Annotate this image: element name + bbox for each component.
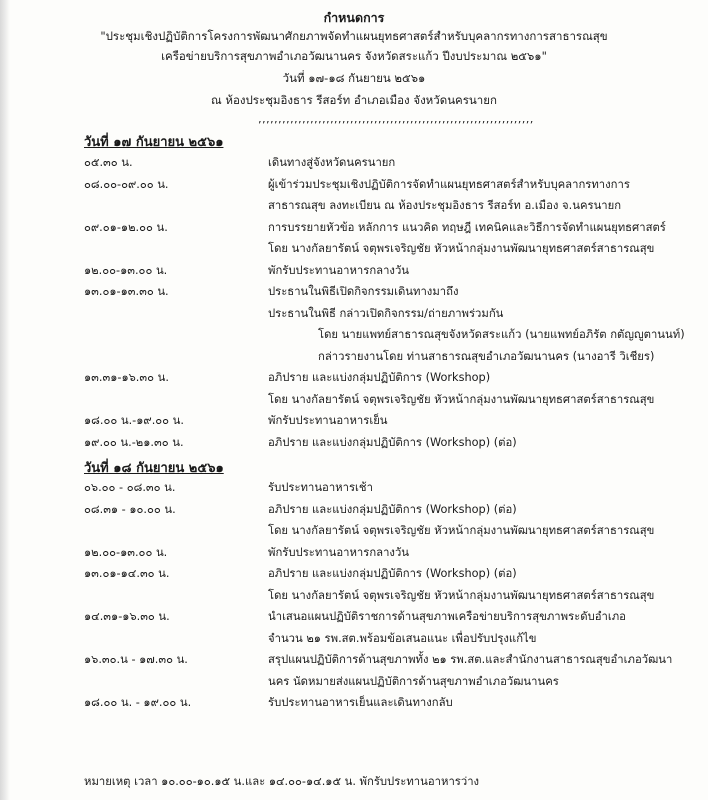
schedule-description: สาธารณสุข ลงทะเบียน ณ ห้องประชุมอิงธาร รีสอร์ท อ.เมือง จ.นครนายก	[268, 199, 622, 212]
schedule-time: ๑๙.๐๐ น.-๒๑.๓๐ น.	[84, 435, 184, 449]
schedule-description: พักรับประทานอาหารกลางวัน	[268, 263, 410, 277]
schedule-description: พักรับประทานอาหารกลางวัน	[268, 545, 410, 559]
schedule-description: โดย นางกัลยารัตน์ จตุพรเจริญชัย หัวหน้ากลุ่มงานพัฒนายุทธศาสตร์สาธารณสุข	[268, 392, 655, 406]
schedule-description: กล่าวรายงานโดย ท่านสาธารณสุขอำเภอวัฒนานคร (นางอารี วิเชียร)	[318, 349, 655, 363]
schedule-time: ๐๖.๐๐ - ๐๘.๓๐ น.	[84, 481, 176, 494]
schedule-description: จำนวน ๒๑ รพ.สต.พร้อมข้อเสนอแนะ เพื่อปรับปรุงแก้ไข	[268, 631, 537, 645]
schedule-description: อภิปราย และแบ่งกลุ่มปฏิบัติการ (Workshop) (ต่อ)	[268, 502, 517, 516]
schedule-description: นคร นัดหมายส่งแผนปฏิบัติการด้านสุขภาพอำเภอวัฒนานคร	[268, 674, 559, 688]
schedule-description: โดย นายแพทย์สาธารณสุขจังหวัดสระแก้ว (นายแพทย์อภิรัต กตัญญูตานนท์)	[318, 328, 685, 341]
schedule-description: อภิปราย และแบ่งกลุ่มปฏิบัติการ (Workshop) (ต่อ)	[268, 435, 517, 449]
schedule-time: ๐๘.๐๐-๐๙.๐๐ น.	[84, 177, 169, 191]
schedule-time: ๑๓.๓๑-๑๖.๓๐ น.	[84, 371, 169, 384]
schedule-description: สรุปแผนปฏิบัติการด้านสุขภาพทั้ง ๒๑ รพ.สต.และสำนักงานสาธารณสุขอำเภอวัฒนา	[268, 653, 673, 666]
schedule-description: โดย นางกัลยารัตน์ จตุพรเจริญชัย หัวหน้ากลุ่มงานพัฒนายุทธศาสตร์สาธารณสุข	[268, 524, 655, 537]
schedule-description: อภิปราย และแบ่งกลุ่มปฏิบัติการ (Workshop) (ต่อ)	[268, 567, 517, 580]
schedule-time: ๑๒.๐๐-๑๓.๐๐ น.	[84, 545, 168, 559]
schedule-time: ๑๖.๓๐.น - ๑๗.๓๐ น.	[84, 653, 188, 666]
project-title-line-1: "ประชุมเชิงปฏิบัติการโครงการพัฒนาศักยภาพจัดทำแผนยุทธศาสตร์สำหรับบุคลากรทางการสาธารณสุข	[100, 29, 608, 43]
day2-heading: วันที่ ๑๘ กันยายน ๒๕๖๑	[84, 461, 224, 476]
schedule-time: ๑๓.๐๑-๑๔.๓๐ น.	[84, 567, 170, 580]
schedule-description: นำเสนอแผนปฏิบัติราชการด้านสุขภาพเครือข่ายบริการสุขภาพระดับอำเภอ	[268, 610, 626, 623]
day1-heading: วันที่ ๑๗ กันยายน ๒๕๖๑	[84, 135, 224, 150]
schedule-description: โดย นางกัลยารัตน์ จตุพรเจริญชัย หัวหน้ากลุ่มงานพัฒนายุทธศาสตร์สาธารณสุข	[268, 588, 655, 602]
date-line: วันที่ ๑๗-๑๘ กันยายน ๒๕๖๑	[282, 71, 426, 85]
separator-dots: ’’’’’’’’’’’’’’’’’’’’’’’’’’’’’’’’’’’’’’’’’’’’’’’’’’’’’’’’’’’’’’’’’’’’’	[258, 119, 534, 132]
schedule-description: โดย นางกัลยารัตน์ จตุพรเจริญชัย หัวหน้ากลุ่มงานพัฒนายุทธศาสตร์สาธารณสุข	[268, 242, 655, 255]
schedule-time: ๐๘.๓๑ - ๑๐.๐๐ น.	[84, 502, 176, 516]
schedule-description: ประธานในพิธี กล่าวเปิดกิจกรรม/ถ่ายภาพร่วมกัน	[268, 306, 504, 320]
schedule-time: ๐๙.๐๑-๑๒.๐๐ น.	[84, 220, 168, 234]
remark-note: หมายเหตุ เวลา ๑๐.๐๐-๑๐.๑๕ น.และ ๑๔.๐๐-๑๔.๑๕ น. พักรับประทานอาหารว่าง	[84, 775, 480, 788]
document-title: กำหนดการ	[323, 10, 385, 25]
venue-line: ณ ห้องประชุมอิงธาร รีสอร์ท อำเภอเมือง จังหวัดนครนายก	[211, 93, 497, 107]
schedule-time: ๑๓.๐๑-๑๓.๓๐ น.	[84, 285, 169, 298]
schedule-description: ผู้เข้าร่วมประชุมเชิงปฏิบัติการจัดทำแผนยุทธศาสตร์สำหรับบุคลากรทางการ	[268, 177, 630, 191]
schedule-description: เดินทางสู่จังหวัดนครนายก	[268, 156, 396, 169]
schedule-description: การบรรยายหัวข้อ หลักการ แนวคิด ทฤษฎี เทคนิคและวิธีการจัดทำแผนยุทธศาสตร์	[268, 220, 666, 234]
schedule-time: ๑๔.๓๑-๑๖.๓๐ น.	[84, 610, 170, 623]
schedule-description: พักรับประทานอาหารเย็น	[268, 414, 388, 427]
schedule-time: ๐๕.๓๐ น.	[84, 156, 133, 169]
schedule-time: ๑๘.๐๐ น.-๑๙.๐๐ น.	[84, 414, 184, 427]
schedule-time: ๑๘.๐๐ น. - ๑๙.๐๐ น.	[84, 696, 192, 709]
schedule-time: ๑๒.๐๐-๑๓.๐๐ น.	[84, 263, 168, 277]
project-title-line-2: เครือข่ายบริการสุขภาพอำเภอวัฒนานคร จังหวัดสระแก้ว ปีงบประมาณ ๒๕๖๑"	[161, 49, 547, 63]
schedule-description: รับประทานอาหารเย็นและเดินทางกลับ	[268, 696, 453, 709]
schedule-description: อภิปราย และแบ่งกลุ่มปฏิบัติการ (Workshop)	[268, 371, 491, 384]
schedule-description: ประธานในพิธีเปิดกิจกรรมเดินทางมาถึง	[268, 285, 459, 298]
scan-binder-shadow	[0, 0, 10, 800]
schedule-description: รับประทานอาหารเช้า	[268, 481, 373, 494]
